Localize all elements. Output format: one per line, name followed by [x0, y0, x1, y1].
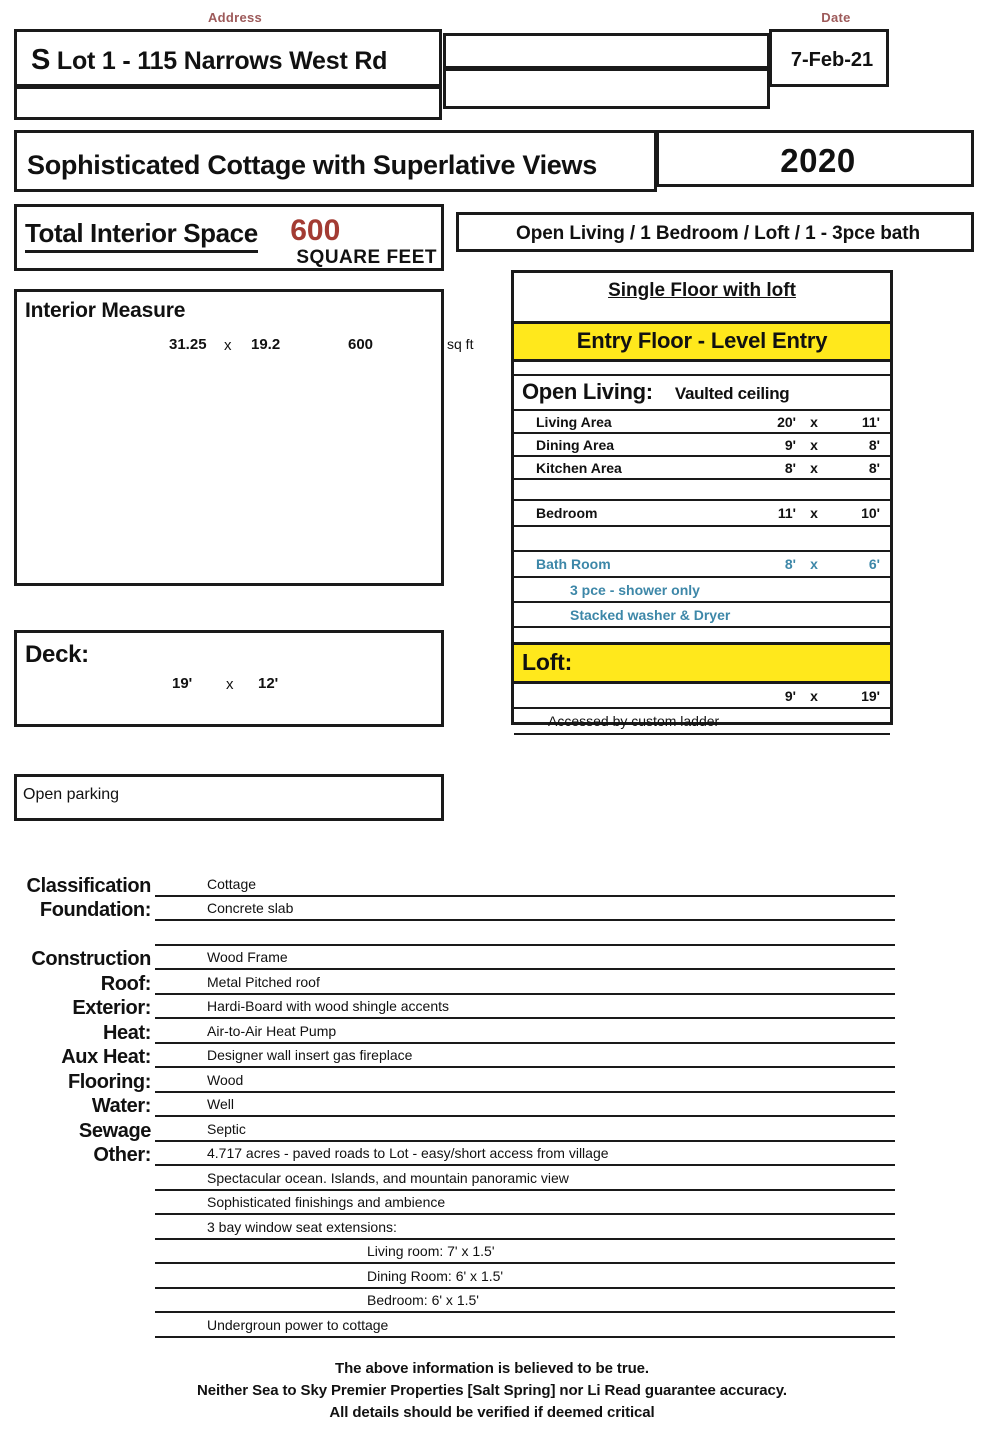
loft-x: x [810, 687, 818, 704]
spec-row [0, 1166, 984, 1191]
spec-value: 3 bay window seat extensions: [155, 1218, 895, 1240]
parking-text: Open parking [23, 786, 120, 803]
spec-row [0, 1068, 984, 1093]
spec-value: Designer wall insert gas fireplace [155, 1046, 895, 1068]
spec-row [0, 1019, 984, 1044]
spec-value: Concrete slab [155, 899, 895, 921]
spec-row [0, 970, 984, 995]
spec-value: Metal Pitched roof [155, 973, 895, 995]
disclaimer-line-3: All details should be verified if deemed critical [329, 1404, 655, 1421]
spec-row [0, 921, 984, 946]
room-name: Living Area [536, 413, 612, 430]
spec-row [0, 897, 984, 922]
floor-plan-table [511, 270, 893, 729]
spec-row [0, 872, 984, 897]
spec-value: 4.717 acres - paved roads to Lot - easy/short access from village [155, 1144, 895, 1166]
deck-box [14, 630, 444, 727]
table-row [514, 684, 890, 709]
spec-label: Construction [31, 948, 151, 970]
interior-measure-units: sq ft [447, 336, 474, 352]
open-living-label: Open Living: [522, 379, 653, 404]
configuration-value: Open Living / 1 Bedroom / Loft / 1 - 3pce bath [516, 223, 920, 244]
date-box [769, 29, 889, 87]
interior-measure-area: 600 [348, 336, 374, 353]
spec-label: Water: [91, 1095, 151, 1117]
spec-value: Wood [155, 1071, 895, 1093]
spec-label: Roof: [100, 972, 151, 995]
spec-value [155, 942, 895, 946]
spec-row [0, 1093, 984, 1118]
room-x: x [810, 556, 818, 572]
entry-floor-band: Entry Floor - Level Entry [514, 321, 890, 362]
year-box [656, 130, 974, 187]
interior-measure-width: 31.25 [169, 336, 207, 353]
date-label: Date [821, 10, 851, 25]
interior-measure-box [14, 289, 444, 586]
address-value: Lot 1 - 115 Narrows West Rd [56, 47, 388, 75]
spec-label: Foundation: [39, 899, 151, 921]
table-row [514, 578, 890, 603]
room-width: 9' [784, 436, 796, 453]
square-feet-label: SQUARE FEET [296, 247, 437, 268]
room-x: x [810, 413, 818, 430]
address-prefix: S [31, 44, 51, 76]
spec-row [0, 995, 984, 1020]
spec-value: Undergroun power to cottage [155, 1316, 895, 1338]
middle-blank-box-bottom[interactable] [443, 68, 770, 109]
spec-label: Sewage [78, 1119, 151, 1142]
spec-value: Septic [155, 1120, 895, 1142]
room-depth: 11' [861, 413, 880, 430]
floor-plan-heading: Single Floor with loft [608, 280, 796, 301]
spec-row [0, 1044, 984, 1069]
interior-measure-x: x [224, 337, 232, 354]
loft-band: Loft: [514, 642, 890, 684]
disclaimer-footer [0, 1358, 984, 1424]
open-living-header [514, 376, 890, 411]
loft-note: Accessed by custom ladder [548, 713, 720, 729]
loft-width: 9' [784, 687, 796, 704]
spec-label: Aux Heat: [61, 1046, 151, 1068]
disclaimer-line-1: The above information is believed to be true. [335, 1360, 649, 1377]
loft-depth: 19' [861, 687, 880, 704]
room-width: 11' [777, 505, 796, 521]
disclaimer-line-2: Neither Sea to Sky Premier Properties [Salt Spring] nor Li Read guarantee accuracy. [197, 1382, 787, 1399]
spec-row [0, 1215, 984, 1240]
deck-title: Deck: [25, 641, 89, 668]
room-name: Kitchen Area [536, 459, 622, 476]
table-row [514, 499, 890, 527]
spec-label: Heat: [102, 1021, 151, 1044]
spec-label: Flooring: [67, 1070, 151, 1093]
spec-value: Bedroom: 6' x 1.5' [155, 1291, 895, 1313]
spec-row [0, 1191, 984, 1216]
year-value: 2020 [780, 142, 856, 179]
room-depth: 10' [861, 505, 880, 521]
spec-value: Wood Frame [155, 948, 895, 970]
spec-row [0, 1289, 984, 1314]
room-name: Bedroom [536, 505, 598, 521]
spec-value: Spectacular ocean. Islands, and mountain panoramic view [155, 1169, 895, 1191]
spec-value: Hardi-Board with wood shingle accents [155, 997, 895, 1019]
spec-row [0, 1117, 984, 1142]
interior-measure-depth: 19.2 [251, 336, 281, 353]
room-width: 8' [784, 556, 796, 572]
spec-label: Other: [93, 1144, 151, 1166]
deck-depth: 12' [258, 675, 279, 692]
table-row [514, 434, 890, 457]
room-name: Dining Area [536, 436, 615, 453]
table-spacer-row [514, 480, 890, 499]
address-box [14, 29, 442, 87]
total-interior-space-box [14, 204, 444, 271]
address-line [31, 44, 387, 77]
spec-label: Exterior: [72, 997, 151, 1019]
room-name: Bath Room [536, 556, 611, 572]
table-row [514, 603, 890, 628]
total-interior-space-label: Total Interior Space [25, 218, 258, 253]
open-living-note: Vaulted ceiling [674, 384, 790, 403]
deck-width: 19' [172, 675, 193, 692]
table-spacer-row [514, 628, 890, 642]
listing-title-box [14, 130, 657, 192]
spec-label: Classification [26, 874, 151, 897]
address-box-second-line [14, 86, 442, 120]
room-x: x [810, 505, 818, 521]
room-x: x [810, 459, 818, 476]
listing-title: Sophisticated Cottage with Superlative Views [27, 150, 597, 180]
table-row [514, 709, 890, 735]
room-width: 8' [784, 459, 796, 476]
date-value: 7-Feb-21 [790, 49, 874, 71]
configuration-box [456, 212, 974, 252]
spec-value: Living room: 7' x 1.5' [155, 1242, 895, 1264]
spec-row [0, 946, 984, 971]
room-depth: 8' [868, 436, 880, 453]
bath-note-1: 3 pce - shower only [570, 581, 700, 598]
spec-value: Dining Room: 6' x 1.5' [155, 1267, 895, 1289]
interior-measure-title: Interior Measure [25, 299, 186, 322]
table-row [514, 457, 890, 480]
middle-blank-box-top[interactable] [443, 33, 770, 69]
table-row [514, 411, 890, 434]
total-interior-space-value: 600 [290, 214, 341, 247]
address-label: Address [207, 10, 263, 25]
spec-row [0, 1313, 984, 1338]
table-spacer-row [514, 527, 890, 550]
specifications-list [0, 872, 984, 1338]
spec-value: Well [155, 1095, 895, 1117]
table-row [514, 550, 890, 578]
spec-row [0, 1264, 984, 1289]
room-x: x [810, 436, 818, 453]
room-depth: 8' [868, 459, 880, 476]
room-depth: 6' [868, 556, 880, 572]
deck-x: x [226, 676, 234, 693]
spec-value: Cottage [155, 875, 895, 897]
spec-value: Air-to-Air Heat Pump [155, 1022, 895, 1044]
spec-row [0, 1142, 984, 1167]
room-width: 20' [777, 413, 796, 430]
spec-row [0, 1240, 984, 1265]
bath-note-2: Stacked washer & Dryer [570, 606, 731, 623]
spec-value: Sophisticated finishings and ambience [155, 1193, 895, 1215]
parking-box [14, 774, 444, 821]
